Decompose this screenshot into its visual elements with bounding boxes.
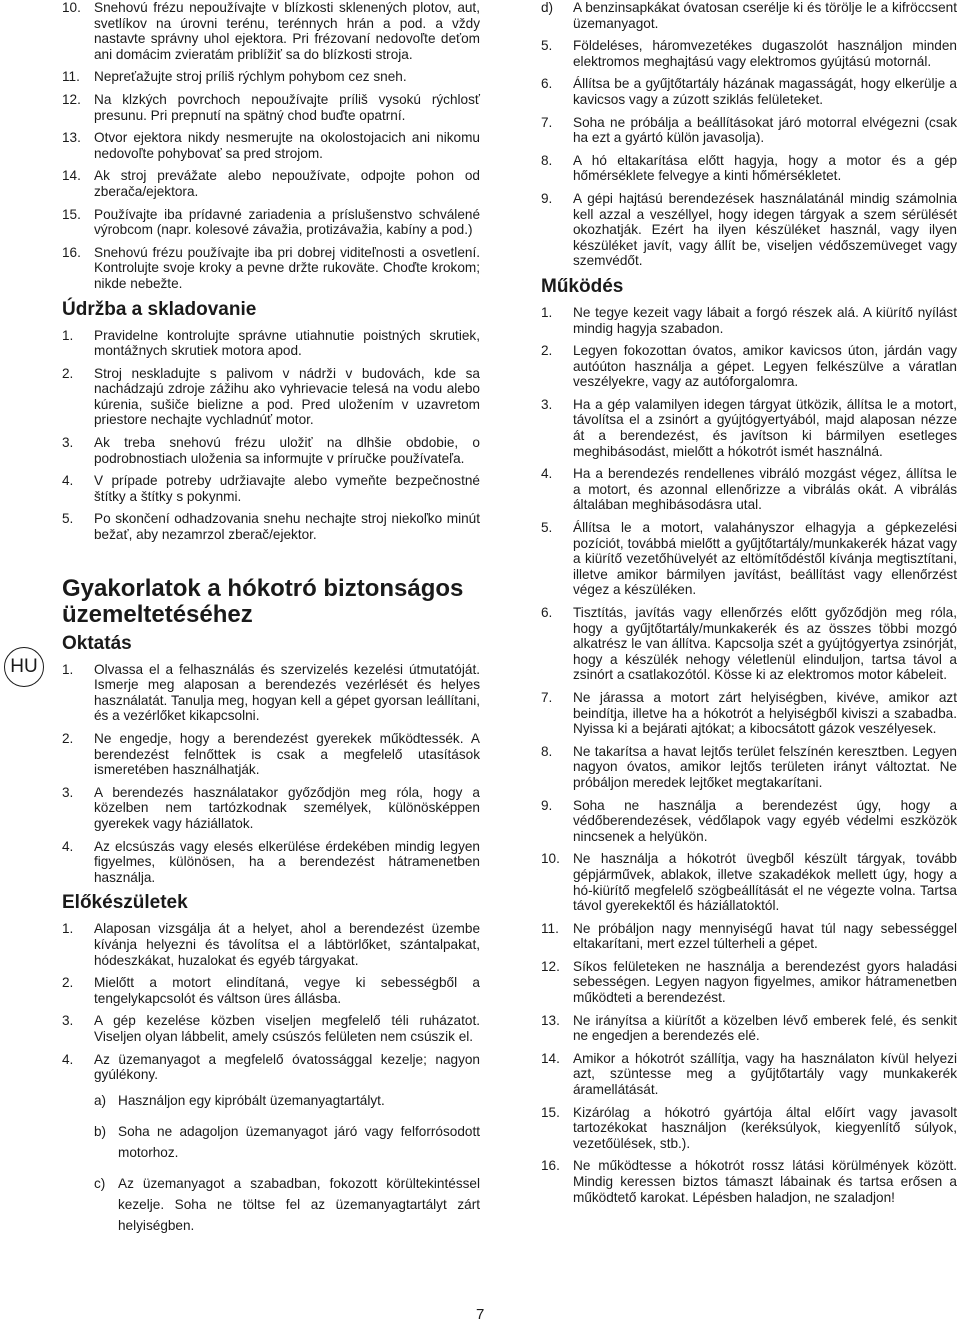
list-item bbox=[541, 921, 957, 952]
subitem-letter: d) bbox=[541, 0, 554, 15]
oktatas-list bbox=[62, 662, 480, 886]
list-subitem bbox=[94, 1121, 480, 1163]
item-text: Snehovú frézu používajte iba pri dobrej viditeľnosti a osvetlení. Kontrolujte svoje kroky a pevne držte rukoväte. Choďte krokom; nikde nebežte. bbox=[94, 244, 480, 291]
item-text: Legyen fokozottan óvatos, amikor kavicsos úton, járdán vagy autóúton használja a gépet. Legyen felkészülve a váratlan veszélyekre, vagy az autóforgalomra. bbox=[573, 343, 957, 390]
list-subitem bbox=[94, 1173, 480, 1236]
item-number: 12. bbox=[541, 958, 560, 974]
item-number: 7. bbox=[541, 114, 553, 130]
language-badge: HU bbox=[4, 647, 44, 687]
item-text: Kizárólag a hókotró gyártója által előírt vagy javasolt tartozékokat használjon (keréksúlyok, kiegyenlítő súlyok, vezetőülések, stb.). bbox=[573, 1104, 957, 1151]
item-number: 9. bbox=[541, 190, 553, 206]
item-number: 3. bbox=[62, 784, 74, 800]
list-subitem bbox=[94, 1090, 480, 1111]
item-number: 10. bbox=[541, 851, 560, 867]
list-item bbox=[62, 168, 480, 199]
item-number: 11. bbox=[541, 920, 559, 936]
item-text: Soha ne próbálja a beállításokat járó motorral elvégezni (csak ha ezt a gyártó külön javasolja). bbox=[573, 114, 957, 146]
section-heading-elokeszuletek: Előkészületek bbox=[62, 892, 188, 914]
item-text: A gépi hajtású berendezések használatánál mindig számolnia kell azzal a veszéllyel, hogy idegen tárgyak a szem sérülését okozhatják. Ezért ha ilyen készüléket használ, vagy ilyen készüléket javít, vagy állít be, viseljen védőszemüveget vagy szemvédőt. bbox=[573, 190, 957, 269]
item-text: Ha a berendezés rendellenes vibráló mozgást végez, állítsa le a motort, és azonnal ellenőrizze a vibrálás okát. A vibrálás általában meghibásodásra utal. bbox=[573, 466, 957, 513]
item-text: Az üzemanyagot a szabadban, fokozott körültekintéssel kezelje. Soha ne töltse fel az üzemanyagtartályt zárt helyiségben. bbox=[118, 1175, 480, 1233]
item-text: Pravidelne kontrolujte správne utiahnutie poistných skrutiek, montážnych skrutiek motora apod. bbox=[94, 327, 480, 359]
item-text: Po skončení odhadzovania snehu nechajte stroj niekoľko minút bežať, aby nezamrzol zberač/ejektor. bbox=[94, 511, 480, 543]
item-number: 1. bbox=[541, 304, 553, 320]
item-number: 16. bbox=[541, 1158, 560, 1174]
list-item bbox=[62, 975, 480, 1006]
item-number: c) bbox=[94, 1175, 106, 1191]
item-text: Ne tegye kezeit vagy lábait a forgó részek alá. A kiürítő nyílást mindig hagyja szabadon. bbox=[573, 304, 957, 336]
item-number: 9. bbox=[541, 797, 553, 813]
item-number: 13. bbox=[541, 1012, 560, 1028]
item-number: 4. bbox=[62, 1051, 74, 1067]
list-item bbox=[62, 1013, 480, 1044]
item-number: 7. bbox=[541, 689, 553, 705]
list-item bbox=[541, 115, 957, 146]
item-number: 6. bbox=[541, 605, 553, 620]
item-text: Ne takarítsa a havat lejtős terület felszínén keresztben. Legyen nagyon óvatos, amikor lejtős területen irányt változtat. Ne próbáljon meredek lejtőket megtakarítani. bbox=[573, 743, 957, 790]
item-text: Otvor ejektora nikdy nesmerujte na okolostojacich ani nikomu nedovoľte pohybovať sa pred strojom. bbox=[94, 130, 480, 161]
item-text: Az elcsúszás vagy elesés elkerülése érdekében mindig legyen figyelmes, különösen, ha a berendezést hátramenetben használja. bbox=[94, 838, 480, 885]
item-number: 14. bbox=[541, 1050, 560, 1066]
item-text: Állítsa le a motort, valahányszor elhagyja a gépkezelési pozíciót, továbbá mielőtt a gyűjtőtartály/munkakerék házat vagy a kiürítő vezetőhüvelyét az eltömítődéstől kívánja megtisztítani, illetve amikor bármilyen javítást, beállítást vagy ellenőrzést végez a készüléken. bbox=[573, 520, 957, 598]
list-item bbox=[541, 744, 957, 791]
list-item bbox=[62, 435, 480, 466]
item-text: Ne működtesse a hókotrót rossz látási körülmények között. Mindig keressen biztos támaszt lábainak és tartsa erősen a működtető karokat. Lépésben haladjon, ne szaladjon! bbox=[573, 1158, 957, 1205]
list-item bbox=[541, 1051, 957, 1098]
item-number: 13. bbox=[62, 130, 81, 146]
list-item bbox=[541, 851, 957, 913]
item-text: Ne járassa a motort zárt helyiségben, kivéve, amikor azt beindítja, illetve ha a hókotrót a helyiségből kiviszi a szabadba. Nyissa ki a bejárati ajtókat; a kibocsátott gázok veszélyesek. bbox=[573, 689, 957, 737]
list-item bbox=[62, 921, 480, 968]
item-number: 4. bbox=[541, 466, 553, 482]
elokeszuletek-subitems bbox=[62, 1090, 480, 1236]
item-text: Használjon egy kipróbált üzemanyagtartályt. bbox=[118, 1092, 385, 1108]
item-number: 11. bbox=[62, 69, 80, 85]
list-item bbox=[62, 130, 480, 161]
item-number: 16. bbox=[62, 244, 81, 260]
list-item bbox=[62, 731, 480, 778]
item-number: 2. bbox=[62, 365, 74, 381]
list-item bbox=[62, 785, 480, 832]
item-number: 3. bbox=[541, 396, 553, 412]
list-item bbox=[541, 191, 957, 269]
list-item bbox=[541, 605, 957, 683]
item-text: A berendezés használatakor győződjön meg róla, hogy a közelben nem tartózkodnak személyek, különösképpen gyerekek vagy háziállatok. bbox=[94, 784, 480, 831]
list-item bbox=[541, 466, 957, 513]
list-item bbox=[541, 76, 957, 107]
item-number: 5. bbox=[541, 38, 553, 54]
item-number: 12. bbox=[62, 91, 81, 107]
item-number: 4. bbox=[62, 838, 74, 854]
item-text: Ne használja a hókotrót üvegből készült tárgyak, tovább gépjárművek, ablakok, illetve szakadékok mellett úgy, hogy a hó-kiürítő megfelelő szögbeállítását el ne végezte volna. Tartsa távol gyerekektől és háziállatoktól. bbox=[573, 851, 957, 914]
list-item bbox=[541, 959, 957, 1006]
list-item bbox=[541, 343, 957, 390]
item-text: Földeléses, háromvezetékes dugaszolót használjon minden elektromos meghajtású vagy elektromos gyújtású motornál. bbox=[573, 38, 957, 69]
item-text: Soha ne adagoljon üzemanyagot járó vagy felforrósodott motorhoz. bbox=[118, 1123, 480, 1160]
item-text: Stroj neskladujte s palivom v nádrži v budovách, kde sa nachádzajú zdroje zážihu ako vyhrievacie telesá na vodu alebo kúrenia, sušiče bielizne a pod. Pred uložením v uzavretom priestore nechajte vychladnúť motor. bbox=[94, 365, 480, 428]
list-item bbox=[62, 207, 480, 238]
slovak-list bbox=[62, 0, 480, 292]
item-text: Alaposan vizsgálja át a helyet, ahol a berendezést üzembe kívánja helyezni és távolítsa el a lábtörlőket, szántalpakat, hódeszkákat, huzalokat és egyéb tárgyakat. bbox=[94, 921, 480, 968]
list-item bbox=[62, 92, 480, 123]
right-list-a bbox=[541, 38, 957, 269]
list-item bbox=[62, 839, 480, 886]
list-item bbox=[62, 662, 480, 724]
item-text: Ne próbáljon nagy mennyiségű havat túl nagy sebességgel eltakarítani, mert ezzel túlterheli a gépet. bbox=[573, 920, 957, 952]
list-subitem bbox=[541, 0, 957, 31]
list-item bbox=[62, 328, 480, 359]
item-text: V prípade potreby udržiavajte alebo vymeňte bezpečnostné štítky a štítky s pokynmi. bbox=[94, 473, 480, 504]
section-heading-udrzba: Údržba a skladovanie bbox=[62, 298, 257, 320]
item-text: Mielőtt a motort elindítaná, vegye ki sebességből a tengelykapcsolót és váltson üres állásba. bbox=[94, 975, 480, 1006]
item-number: 3. bbox=[62, 1013, 74, 1029]
item-text: Používajte iba prídavné zariadenia a príslušenstvo schválené výrobcom (napr. kolesové závažia, protizávažia, kabíny a pod.) bbox=[94, 206, 480, 238]
item-number: 1. bbox=[62, 327, 74, 343]
item-number: 5. bbox=[62, 511, 74, 527]
right-column bbox=[541, 0, 957, 1212]
item-number: 3. bbox=[62, 435, 74, 451]
item-number: 5. bbox=[541, 520, 553, 536]
left-column bbox=[62, 0, 480, 1246]
list-item bbox=[541, 397, 957, 459]
list-item bbox=[62, 0, 480, 62]
item-text: Ne engedje, hogy a berendezést gyerekek működtessék. A berendezést felnőttek is csak a megfelelő utasítások ismeretében használhatják. bbox=[94, 731, 480, 778]
item-number: 2. bbox=[62, 731, 74, 746]
item-number: 2. bbox=[541, 343, 553, 359]
item-number: 10. bbox=[62, 0, 81, 15]
item-number: 6. bbox=[541, 76, 553, 92]
item-number: 14. bbox=[62, 168, 81, 184]
item-text: A gép kezelése közben viseljen megfelelő téli ruházatot. Viseljen olyan lábbelit, amely csúszós felületen nem csúszik el. bbox=[94, 1013, 480, 1044]
item-text: Síkos felületeken ne használja a berendezést gyors haladási sebességen. Legyen nagyon figyelmes, amikor hátramenetben működteti a berendezést. bbox=[573, 958, 957, 1006]
list-item bbox=[62, 511, 480, 542]
item-text: A hó eltakarítása előtt hagyja, hogy a motor és a gép hőmérséklete felvegye a kinti hőmérsékletet. bbox=[573, 152, 957, 184]
list-item bbox=[541, 1105, 957, 1152]
item-text: Snehovú frézu nepoužívajte v blízkosti sklenených plotov, aut, svetlíkov na úrovni terénu, terénnych hrán a pod. a vždy nastavte správny uhol ejektora. Pri frézovaní nedovoľte deťom ani domácim zvieratám priblížiť sa do blízkosti stroja. bbox=[94, 0, 480, 62]
list-item bbox=[541, 1158, 957, 1205]
item-text: Ha a gép valamilyen idegen tárgyat ütközik, állítsa le a motort, távolítsa el a zsinórt a gyújtógyertyából, majd alaposan nézze át a berendezést, és javítson ki bármilyen esetleges meghibásodást, mielőtt a hókotrót ismét használná. bbox=[573, 396, 957, 459]
udrzba-list bbox=[62, 328, 480, 543]
item-text: Ne irányítsa a kiürítőt a közelben lévő emberek felé, és senkit ne engedjen a berendezés elé. bbox=[573, 1012, 957, 1044]
list-item bbox=[541, 690, 957, 737]
item-number: 8. bbox=[541, 743, 553, 759]
list-item bbox=[541, 1013, 957, 1044]
item-number: 15. bbox=[541, 1104, 560, 1120]
item-number: 1. bbox=[62, 921, 74, 937]
list-item bbox=[62, 1052, 480, 1083]
section-heading-oktatas: Oktatás bbox=[62, 632, 132, 654]
item-number: 2. bbox=[62, 975, 74, 991]
item-text: Ak treba snehovú frézu uložiť na dlhšie obdobie, o podrobnostiach uloženia sa informujte v príručke používateľa. bbox=[94, 435, 480, 466]
list-item bbox=[62, 245, 480, 292]
elokeszuletek-list bbox=[62, 921, 480, 1082]
list-item bbox=[541, 305, 957, 336]
item-text: Nepreťažujte stroj príliš rýchlym pohybom cez sneh. bbox=[94, 69, 407, 85]
item-number: 4. bbox=[62, 473, 74, 489]
mukodes-list bbox=[541, 305, 957, 1205]
page-number: 7 bbox=[476, 1306, 485, 1323]
item-text: Az üzemanyagot a megfelelő óvatossággal kezelje; nagyon gyúlékony. bbox=[94, 1051, 480, 1083]
item-number: 1. bbox=[62, 661, 74, 677]
item-number: 8. bbox=[541, 152, 553, 168]
item-text: Ak stroj prevážate alebo nepoužívate, odpojte pohon od zberača/ejektora. bbox=[94, 168, 480, 199]
list-item bbox=[62, 69, 480, 85]
hu-main-title: Gyakorlatok a hókotró biztonságos üzemeltetéséhez bbox=[62, 574, 464, 628]
list-item bbox=[541, 520, 957, 598]
item-text: Amikor a hókotrót szállítja, vagy ha használaton kívül helyezi azt, szüntesse meg a gyűjtőtartály vagy munkakerék áramellátását. bbox=[573, 1050, 957, 1098]
item-text: Na klzkých povrchoch nepoužívajte príliš vysokú rýchlosť presunu. Pri prepnutí na spätný chod buďte opatrní. bbox=[94, 91, 480, 123]
item-number: 15. bbox=[62, 206, 81, 222]
list-item bbox=[62, 366, 480, 428]
item-text: Állítsa be a gyűjtőtartály házának magasságát, hogy elkerülje a kavicsos vagy a zúzott sziklás felületeket. bbox=[573, 76, 957, 107]
list-item bbox=[541, 153, 957, 184]
item-number: a) bbox=[94, 1092, 107, 1108]
list-item bbox=[62, 473, 480, 504]
section-heading-mukodes: Működés bbox=[541, 275, 624, 297]
list-item bbox=[541, 38, 957, 69]
item-text: Soha ne használja a berendezést úgy, hogy a védőberendezések, védőlapok vagy egyéb védelmi eszközök nincsenek a helyükön. bbox=[573, 797, 957, 844]
item-number: b) bbox=[94, 1123, 107, 1139]
item-text: Tisztítás, javítás vagy ellenőrzés előtt győződjön meg róla, hogy a gyűjtőtartály/munkakerék és az összes többi mozgó alkatrész le van állítva. Kapcsolja szét a gyújtógyertya zsinórját, hogy a készülék nehogy véletlenül elinduljon, tartsa távol a zsinórt a csatlakozótól. Kösse ki az elektromos motor kábeleit. bbox=[573, 605, 957, 683]
list-item bbox=[541, 798, 957, 845]
subitem-text: A benzinsapkákat óvatosan cserélje ki és törölje le a kifröccsent üzemanyagot. bbox=[573, 0, 957, 31]
item-text: Olvassa el a felhasználás és szervizelés kezelési útmutatóját. Ismerje meg alaposan a berendezés vezérlését és helyes használatát. Tanulja meg, hogyan kell a gépet gyorsan leállítani, és a vezérlőket kikapcsolni. bbox=[94, 661, 480, 724]
